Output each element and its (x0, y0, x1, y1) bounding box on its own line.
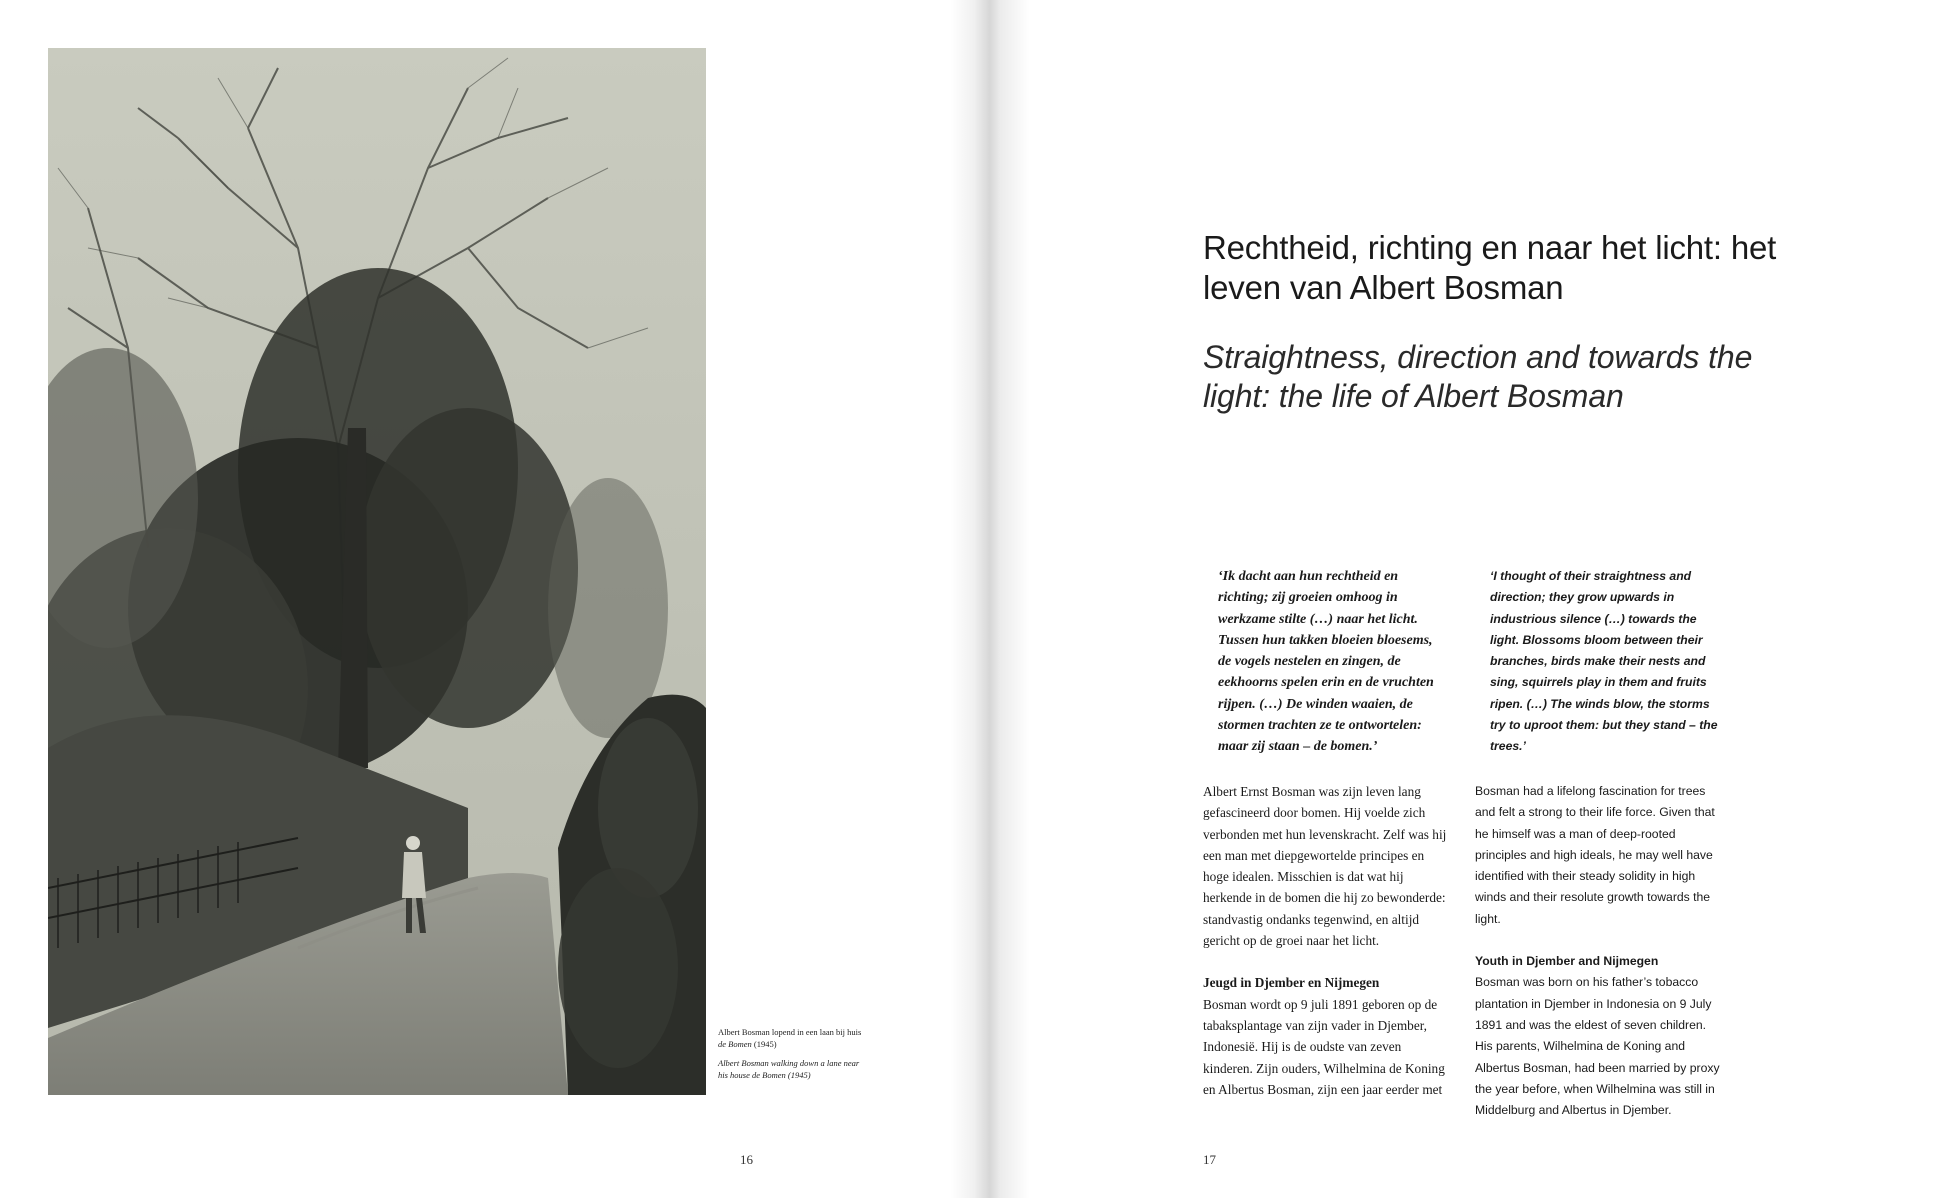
body-text-dutch (1203, 781, 1448, 1100)
body-english-paragraph: Bosman had a lifelong fascination for trees and felt a strong to their life force. Given that he himself was a man of deep-rooted principles and high ideals, he may well have identified with their steady solidity in high winds and their resolute growth towards the light. (1475, 784, 1715, 926)
caption-dutch-text: Albert Bosman lopend in een laan bij huis (718, 1027, 862, 1037)
chapter-title-english: Straightness, direction and towards the light: the life of Albert Bosman (1203, 339, 1753, 414)
body-dutch-paragraph: Albert Ernst Bosman was zijn leven lang gefascineerd door bomen. Hij voelde zich verbonden met hun levenskracht. Zelf was hij een man met diepgewortelde principes en hoge idealen. Misschien is dat wat hij herkende in de bomen die hij zo bewonderde: standvastig ondanks tegenwind, en altijd gericht op de groei naar het licht. (1203, 784, 1447, 949)
body-text-english (1475, 781, 1725, 1121)
body-english-paragraph: Bosman was born on his father’s tobacco plantation in Djember in Indonesia on 9 July 1891 and was the eldest of seven children. His parents, Wilhelmina de Koning and Albertus Bosman, had been married by proxy the year before, when Wilhelmina was still in Middelburg and Albertus in Djember. (1475, 975, 1720, 1118)
photograph-lane-with-trees (48, 48, 706, 1095)
section-heading-english: Youth in Djember and Nijmegen (1475, 954, 1659, 969)
section-heading-dutch: Jeugd in Djember en Nijmegen (1203, 975, 1380, 991)
caption-english-line2: his house de Bomen (1945) (718, 1070, 811, 1080)
caption-dutch-year: (1945) (753, 1039, 777, 1049)
caption-dutch (718, 1026, 878, 1050)
epigraph-english: ‘I thought of their straightness and direction; they grow upwards in industrious silence (…) towards the light. Blossoms bloom between their branches, birds make their nests and sing, squirrels play in them and fruits ripen. (…) The winds blow, the storms try to uproot them: but they stand – the trees.’ (1490, 569, 1718, 754)
caption-english (718, 1057, 878, 1081)
page-number-left: 16 (740, 1152, 753, 1167)
chapter-title-dutch: Rechtheid, richting en naar het licht: het leven van Albert Bosman (1203, 229, 1777, 306)
gutter-shadow (950, 0, 1030, 1198)
page-number-right: 17 (1203, 1152, 1216, 1167)
body-dutch-paragraph: Bosman wordt op 9 juli 1891 geboren op de tabaksplantage van zijn vader in Djember, Indonesië. Hij is de oudste van zeven kinderen. Zijn ouders, Wilhelmina de Koning en Albertus Bosman, zijn een jaar eerder met (1203, 996, 1445, 1097)
caption-english-line1: Albert Bosman walking down a lane near (718, 1058, 860, 1068)
right-page (975, 0, 1943, 1198)
caption-dutch-house: de Bomen (718, 1039, 752, 1049)
photo-caption (718, 1026, 878, 1081)
epigraph-dutch: ‘Ik dacht aan hun rechtheid en richting; zij groeien omhoog in werkzame stilte (…) naar het licht. Tussen hun takken bloeien bloesems, de vogels nestelen en zingen, de eekhoorns spelen erin en de vruchten rijpen. (…) De winden waaien, de stormen trachten ze te ontwortelen: maar zij staan – de bomen.’ (1218, 569, 1434, 755)
